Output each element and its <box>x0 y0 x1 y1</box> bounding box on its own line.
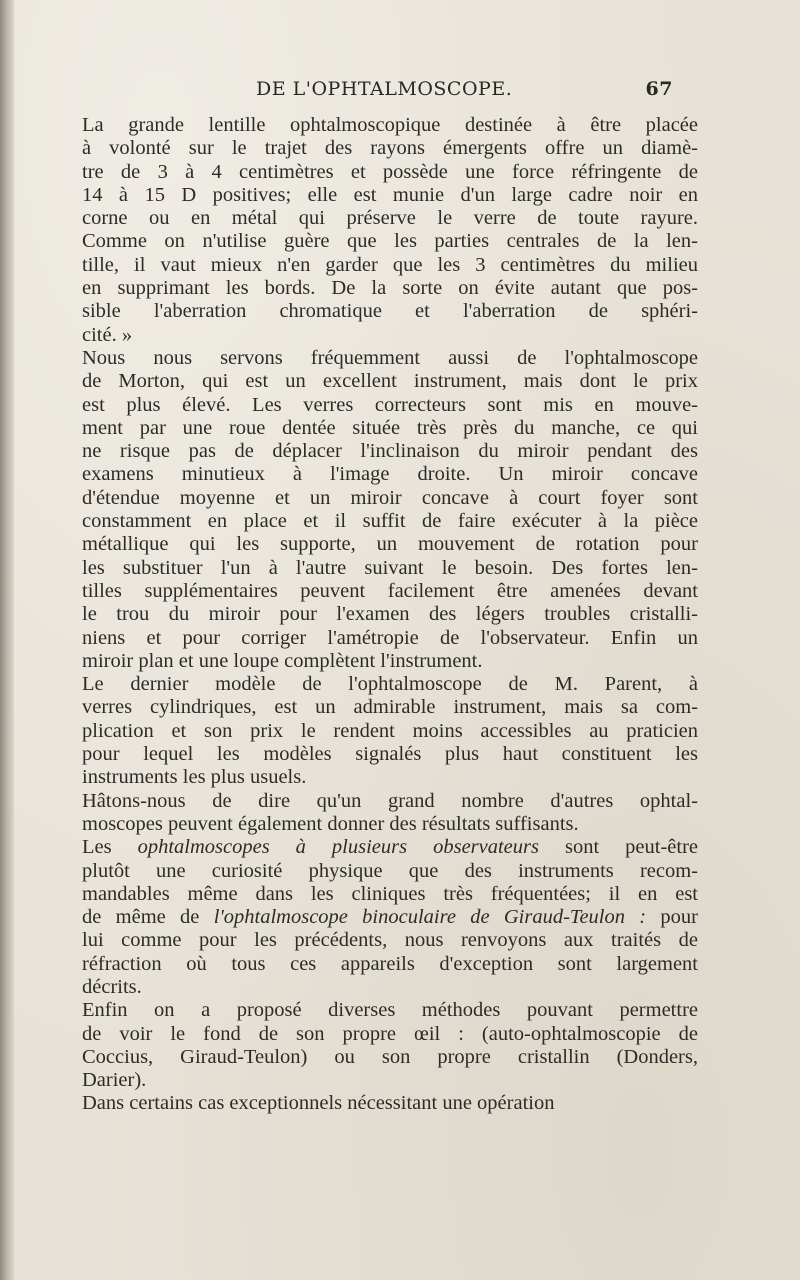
text-run: tille, il vaut mieux n'en garder que les 3 centimètres du milieu <box>82 253 698 276</box>
text-line <box>82 324 698 347</box>
text-line <box>82 207 698 230</box>
text-run: lui comme pour les précédents, nous renvoyons aux traités de <box>82 929 698 952</box>
text-run: est plus élevé. Les verres correcteurs sont mis en mouve- <box>82 393 698 416</box>
page-header <box>256 78 673 104</box>
text-run: métallique qui les supporte, un mouvement de rotation pour <box>82 533 698 556</box>
text-run: instruments les plus usuels. <box>82 766 307 789</box>
text-line <box>82 184 698 207</box>
text-line <box>82 696 698 719</box>
text-run: cité. » <box>82 323 133 346</box>
text-line <box>82 883 698 906</box>
text-run: Nous nous servons fréquemment aussi de l'ophtalmoscope <box>82 346 698 369</box>
running-title: DE L'OPHTALMOSCOPE. <box>256 78 513 100</box>
text-run: 14 à 15 D positives; elle est munie d'un large cadre noir en <box>82 183 698 206</box>
text-run: d'étendue moyenne et un miroir concave à court foyer sont <box>82 486 698 509</box>
text-run: ment par une roue dentée située très près du manche, ce qui <box>82 416 698 439</box>
text-line <box>82 557 698 580</box>
text-run: pour lequel les modèles signalés plus haut constituent les <box>82 743 698 766</box>
text-line <box>82 370 698 393</box>
text-line <box>82 230 698 253</box>
text-line <box>82 1069 698 1092</box>
page-number: 67 <box>645 78 673 100</box>
text-run: La grande lentille ophtalmoscopique destinée à être placée <box>82 114 698 136</box>
text-line <box>82 1092 698 1115</box>
text-run: pour <box>646 906 698 929</box>
text-line <box>82 487 698 510</box>
text-line <box>82 1046 698 1069</box>
text-line <box>82 1023 698 1046</box>
text-run: tre de 3 à 4 centimètres et possède une force réfringente de <box>82 160 698 183</box>
text-line <box>82 463 698 486</box>
text-line <box>82 929 698 952</box>
text-run: Coccius, Giraud-Teulon) ou son propre cristallin (Donders, <box>82 1045 698 1068</box>
text-run: Dans certains cas exceptionnels nécessitant une opération <box>82 1092 555 1115</box>
text-run: en supprimant les bords. De la sorte on évite autant que pos- <box>82 277 698 300</box>
text-line <box>82 860 698 883</box>
text-line <box>82 114 698 137</box>
text-line <box>82 906 698 929</box>
text-run: mandables même dans les cliniques très fréquentées; il en est <box>82 882 698 905</box>
text-line <box>82 999 698 1022</box>
text-line <box>82 347 698 370</box>
text-line <box>82 650 698 673</box>
text-run: constamment en place et il suffit de faire exécuter à la pièce <box>82 510 698 533</box>
text-line <box>82 300 698 323</box>
text-line <box>82 533 698 556</box>
italic-text: l'ophtalmoscope binoculaire de Giraud-Teulon : <box>213 906 647 929</box>
text-run: le trou du miroir pour l'examen des légers troubles cristalli- <box>82 603 698 626</box>
text-run: plutôt une curiosité physique que des instruments recom- <box>82 859 698 882</box>
text-line <box>82 417 698 440</box>
text-line <box>82 603 698 626</box>
text-line <box>82 836 698 859</box>
text-line <box>82 627 698 650</box>
text-line <box>82 510 698 533</box>
text-run: sont peut-être <box>539 836 698 859</box>
text-run: Enfin on a proposé diverses méthodes pouvant permettre <box>82 999 698 1022</box>
text-run: Comme on n'utilise guère que les parties centrales de la len- <box>82 230 698 253</box>
text-run: moscopes peuvent également donner des résultats suffisants. <box>82 812 579 835</box>
text-line <box>82 394 698 417</box>
text-line <box>82 790 698 813</box>
text-run: ne risque pas de déplacer l'inclinaison du miroir pendant des <box>82 440 698 463</box>
text-line <box>82 673 698 696</box>
text-line <box>82 976 698 999</box>
text-run: Hâtons-nous de dire qu'un grand nombre d'autres ophtal- <box>82 789 698 812</box>
text-line <box>82 440 698 463</box>
body-text <box>82 114 698 1116</box>
text-line <box>82 161 698 184</box>
text-line <box>82 254 698 277</box>
page-binding-edge <box>0 0 14 1280</box>
text-run: Darier). <box>82 1069 147 1092</box>
text-run: sible l'aberration chromatique et l'aberration de sphéri- <box>82 300 698 323</box>
text-run: miroir plan et une loupe complètent l'instrument. <box>82 649 483 672</box>
text-line <box>82 277 698 300</box>
text-run: décrits. <box>82 975 142 998</box>
text-run: verres cylindriques, est un admirable instrument, mais sa com- <box>82 696 698 719</box>
text-run: plication et son prix le rendent moins accessibles au praticien <box>82 719 698 742</box>
text-run: examens minutieux à l'image droite. Un miroir concave <box>82 463 698 486</box>
text-line <box>82 953 698 976</box>
text-run: de même de <box>82 906 214 929</box>
text-run: de Morton, qui est un excellent instrument, mais dont le prix <box>82 370 698 393</box>
text-line <box>82 137 698 160</box>
text-run: réfraction où tous ces appareils d'exception sont largement <box>82 952 698 975</box>
text-line <box>82 813 698 836</box>
text-run: corne ou en métal qui préserve le verre de toute rayure. <box>82 207 698 230</box>
text-run: niens et pour corriger l'amétropie de l'observateur. Enfin un <box>82 626 698 649</box>
text-line <box>82 766 698 789</box>
text-line <box>82 580 698 603</box>
text-run: à volonté sur le trajet des rayons émergents offre un diamè- <box>82 137 698 160</box>
text-line <box>82 720 698 743</box>
text-run: tilles supplémentaires peuvent facilement être amenées devant <box>82 579 698 602</box>
text-run: Le dernier modèle de l'ophtalmoscope de M. Parent, à <box>82 673 698 696</box>
italic-text: ophtalmoscopes à plusieurs observateurs <box>137 836 539 859</box>
text-line <box>82 743 698 766</box>
text-run: les substituer l'un à l'autre suivant le besoin. Des fortes len- <box>82 556 698 579</box>
text-run: de voir le fond de son propre œil : (auto-ophtalmoscopie de <box>82 1022 698 1045</box>
text-run: Les <box>82 836 138 859</box>
